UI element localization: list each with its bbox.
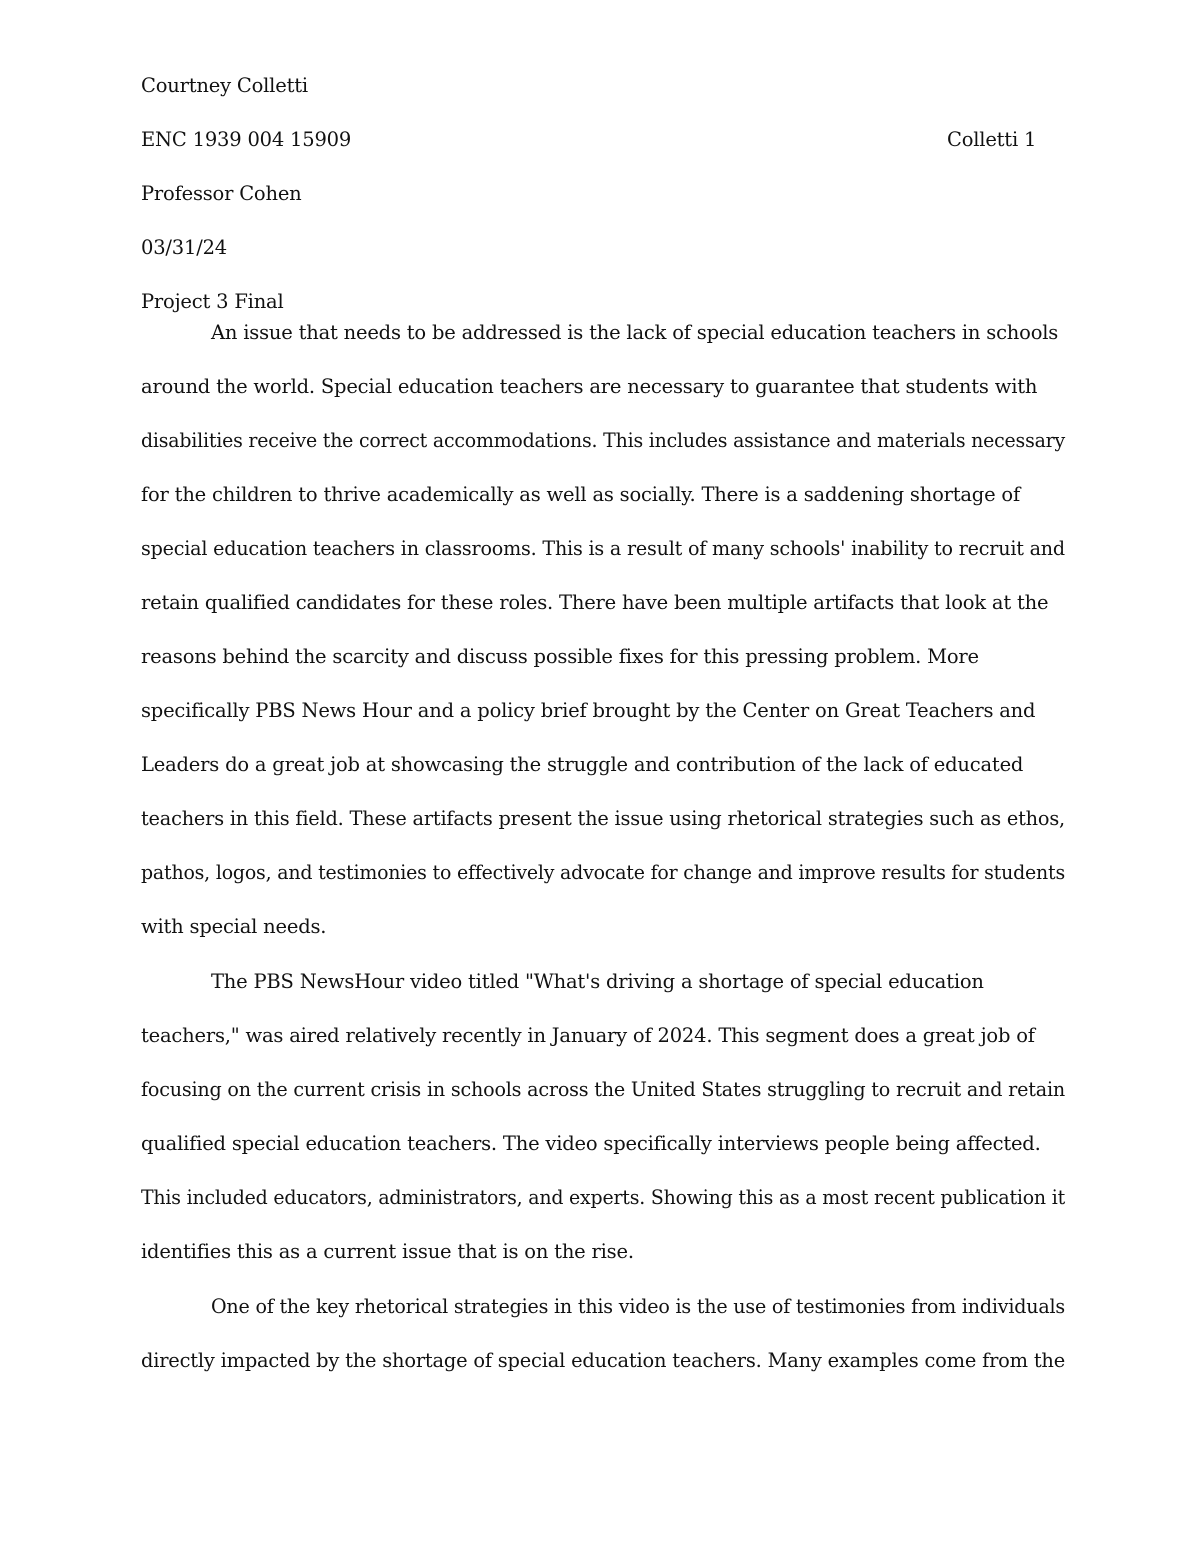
body-line: This included educators, administrators, and experts. Showing this as a most recent publication it bbox=[141, 1186, 1065, 1209]
body-line: One of the key rhetorical strategies in this video is the use of testimonies from individuals bbox=[211, 1295, 1066, 1318]
body-line: Leaders do a great job at showcasing the struggle and contribution of the lack of educated bbox=[141, 753, 1024, 776]
body-line: disabilities receive the correct accommodations. This includes assistance and materials necessary bbox=[141, 429, 1065, 452]
paper-title: Project 3 Final bbox=[141, 290, 284, 313]
body-line: identifies this as a current issue that is on the rise. bbox=[141, 1240, 634, 1263]
date: 03/31/24 bbox=[141, 236, 227, 259]
running-head: Colletti 1 bbox=[947, 128, 1037, 151]
body-line: reasons behind the scarcity and discuss possible fixes for this pressing problem. More bbox=[141, 645, 979, 668]
body-line: qualified special education teachers. The video specifically interviews people being affected. bbox=[141, 1132, 1041, 1155]
body-line: directly impacted by the shortage of special education teachers. Many examples come from the bbox=[141, 1349, 1066, 1372]
body-line: around the world. Special education teachers are necessary to guarantee that students with bbox=[141, 375, 1038, 398]
professor-name: Professor Cohen bbox=[141, 182, 302, 205]
body-line: with special needs. bbox=[141, 915, 327, 938]
author-name: Courtney Colletti bbox=[141, 74, 308, 97]
body-line: focusing on the current crisis in schools across the United States struggling to recruit and retain bbox=[141, 1078, 1066, 1101]
body-line: specifically PBS News Hour and a policy brief brought by the Center on Great Teachers and bbox=[141, 699, 1036, 722]
body-line: retain qualified candidates for these roles. There have been multiple artifacts that look at the bbox=[141, 591, 1049, 614]
body-line: special education teachers in classrooms. This is a result of many schools' inability to recruit and bbox=[141, 537, 1065, 560]
body-line: An issue that needs to be addressed is the lack of special education teachers in schools bbox=[211, 321, 1059, 344]
body-line: for the children to thrive academically as well as socially. There is a saddening shortage of bbox=[141, 483, 1020, 506]
body-line: teachers," was aired relatively recently in January of 2024. This segment does a great job of bbox=[141, 1024, 1035, 1047]
body-line: The PBS NewsHour video titled "What's driving a shortage of special education bbox=[211, 970, 984, 993]
course-code: ENC 1939 004 15909 bbox=[141, 128, 352, 151]
body-line: teachers in this field. These artifacts present the issue using rhetorical strategies such as ethos, bbox=[141, 807, 1065, 830]
body-line: pathos, logos, and testimonies to effectively advocate for change and improve results for students bbox=[141, 861, 1065, 884]
